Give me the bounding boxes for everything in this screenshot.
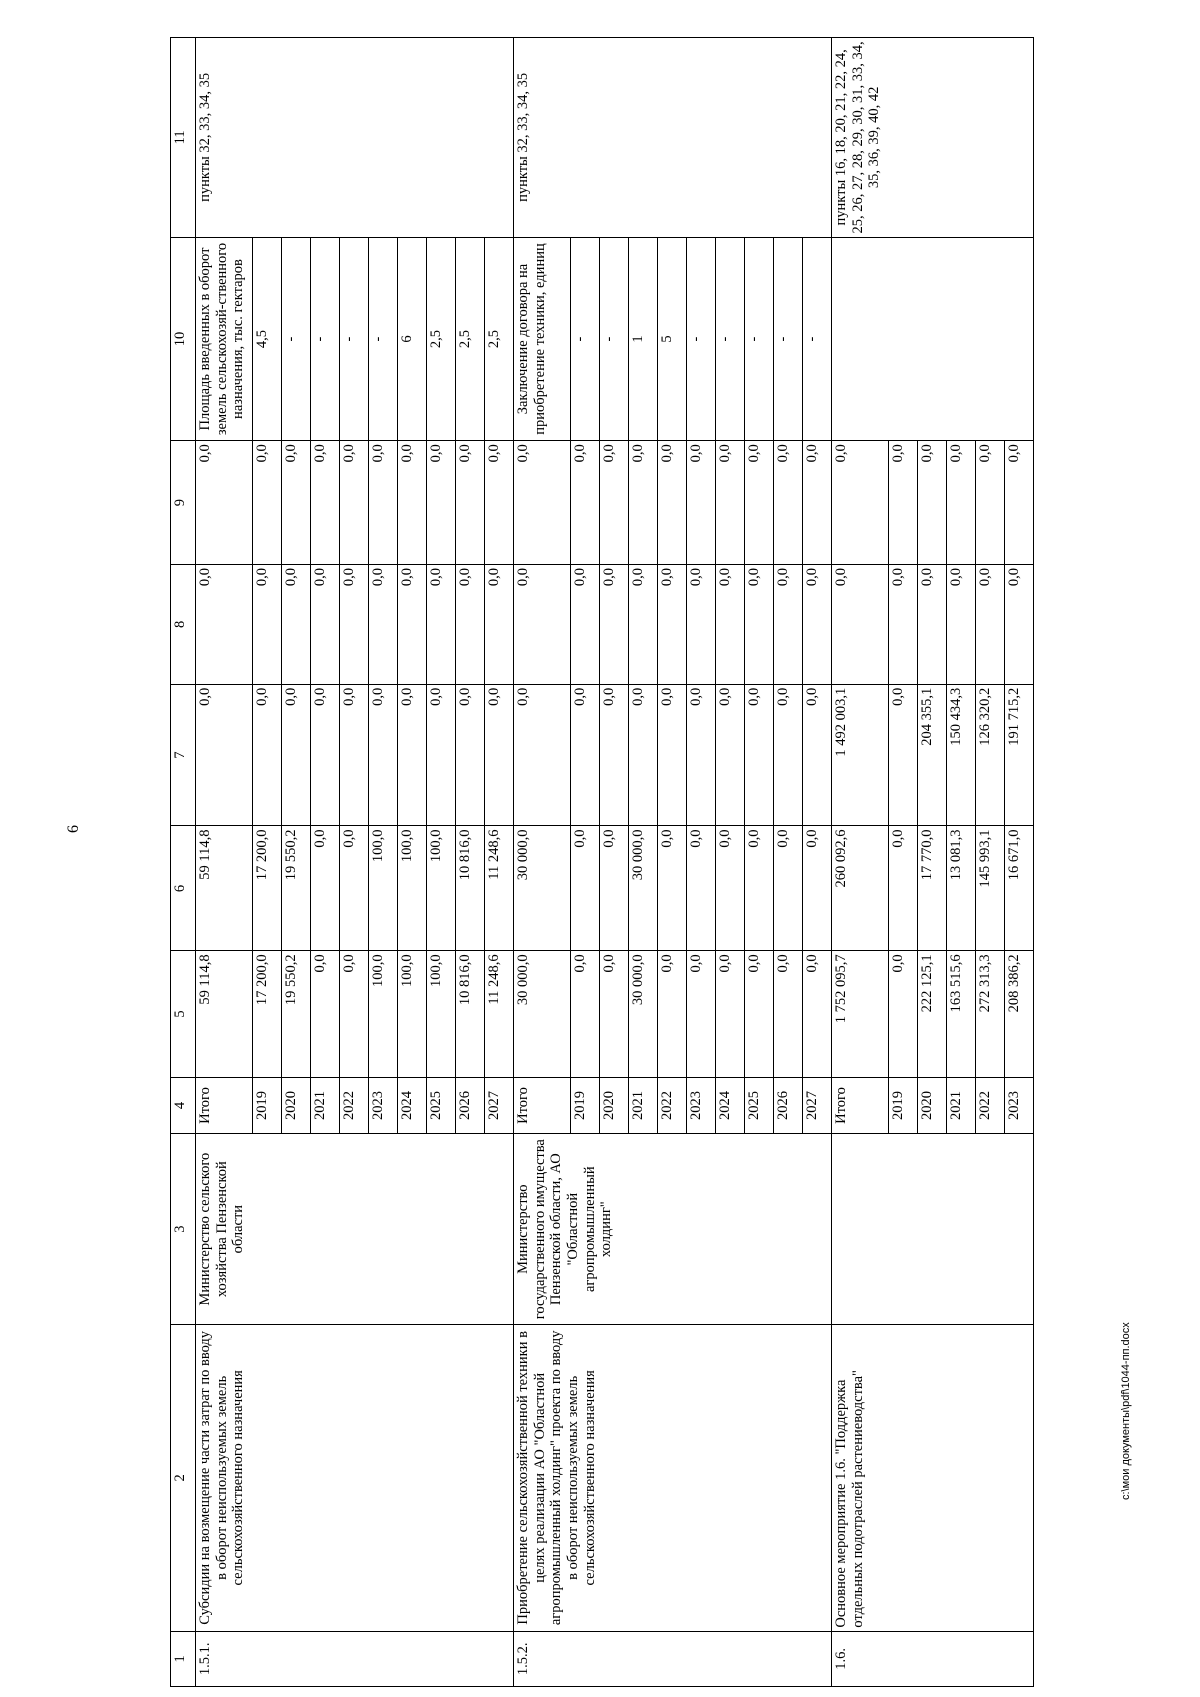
value-cell: 0,0	[716, 951, 745, 1077]
value-cell: 0,0	[803, 951, 832, 1077]
indicator-name	[832, 237, 1034, 441]
value-cell: 0,0	[427, 684, 456, 826]
value-cell: 0,0	[369, 684, 398, 826]
value-cell: 0,0	[282, 564, 311, 684]
value-cell: 0,0	[485, 564, 514, 684]
value-cell: 0,0	[687, 564, 716, 684]
value-cell: 0,0	[629, 441, 658, 565]
year-cell: 2026	[774, 1077, 803, 1134]
value-cell: 0,0	[889, 684, 918, 826]
value-cell: 0,0	[889, 564, 918, 684]
section-number: 1.5.1.	[196, 1631, 514, 1686]
value-cell: 0,0	[629, 564, 658, 684]
value-cell: 30 000,0	[514, 951, 571, 1077]
value-cell: 191 715,2	[1005, 684, 1034, 826]
value-cell: 0,0	[947, 441, 976, 565]
year-cell: 2027	[485, 1077, 514, 1134]
value-cell: 19 550,2	[282, 826, 311, 951]
value-cell: 30 000,0	[629, 951, 658, 1077]
value-cell: 150 434,3	[947, 684, 976, 826]
rotated-landscape-page	[170, 37, 1102, 1687]
value-cell: 0,0	[571, 564, 600, 684]
value-cell: 0,0	[658, 684, 687, 826]
value-cell: 0,0	[889, 441, 918, 565]
executor	[832, 1134, 1034, 1325]
col-header: 9	[171, 441, 196, 565]
col-header: 2	[171, 1325, 196, 1632]
value-cell: 100,0	[369, 951, 398, 1077]
year-cell: 2023	[1005, 1077, 1034, 1134]
indicator-value: 6	[398, 237, 427, 441]
indicator-value: -	[340, 237, 369, 441]
value-cell: 0,0	[340, 564, 369, 684]
year-cell: 2019	[571, 1077, 600, 1134]
indicator-value: -	[803, 237, 832, 441]
value-cell: 0,0	[918, 564, 947, 684]
year-cell: 2022	[976, 1077, 1005, 1134]
section-number: 1.6.	[832, 1631, 1034, 1686]
value-cell: 0,0	[571, 951, 600, 1077]
value-cell: 0,0	[832, 441, 889, 565]
value-cell: 204 355,1	[918, 684, 947, 826]
value-cell: 0,0	[658, 826, 687, 951]
footer-file-path: c:\мои документы\pdf\1044-пп.docx	[1120, 1322, 1132, 1500]
value-cell: 1 492 003,1	[832, 684, 889, 826]
indicator-value: 4,5	[253, 237, 282, 441]
value-cell: 0,0	[745, 441, 774, 565]
value-cell: 0,0	[716, 564, 745, 684]
value-cell: 0,0	[253, 564, 282, 684]
value-cell: 0,0	[456, 441, 485, 565]
value-cell: 13 081,3	[947, 826, 976, 951]
section-total-row	[196, 38, 253, 1687]
value-cell: 17 770,0	[918, 826, 947, 951]
value-cell: 145 993,1	[976, 826, 1005, 951]
header-row	[171, 38, 196, 1687]
total-label: Итого	[832, 1077, 889, 1134]
value-cell: 0,0	[196, 684, 253, 826]
value-cell: 10 816,0	[456, 951, 485, 1077]
value-cell: 0,0	[803, 441, 832, 565]
value-cell: 0,0	[687, 826, 716, 951]
year-cell: 2021	[947, 1077, 976, 1134]
value-cell: 260 092,6	[832, 826, 889, 951]
year-cell: 2020	[918, 1077, 947, 1134]
measure-name: Субсидии на возмещение части затрат по вводу в оборот неиспользуемых земель сельскохозяйственного назначения	[196, 1325, 514, 1632]
col-header: 4	[171, 1077, 196, 1134]
value-cell: 0,0	[658, 441, 687, 565]
value-cell: 0,0	[369, 564, 398, 684]
indicator-name: Площадь введенных в оборот земель сельскохозяй-ственного назначения, тыс. гектаров	[196, 237, 253, 441]
value-cell: 0,0	[485, 684, 514, 826]
year-cell: 2022	[658, 1077, 687, 1134]
value-cell: 0,0	[889, 826, 918, 951]
year-cell: 2025	[745, 1077, 774, 1134]
value-cell: 10 816,0	[456, 826, 485, 951]
value-cell: 163 515,6	[947, 951, 976, 1077]
value-cell: 0,0	[571, 684, 600, 826]
value-cell: 0,0	[311, 684, 340, 826]
value-cell: 0,0	[658, 951, 687, 1077]
col-header: 11	[171, 38, 196, 238]
col-header: 3	[171, 1134, 196, 1325]
value-cell: 0,0	[745, 826, 774, 951]
value-cell: 0,0	[311, 951, 340, 1077]
program-measures-table	[170, 37, 1034, 1687]
value-cell: 0,0	[687, 684, 716, 826]
col-header: 10	[171, 237, 196, 441]
value-cell: 0,0	[832, 564, 889, 684]
value-cell: 0,0	[716, 684, 745, 826]
value-cell: 0,0	[774, 441, 803, 565]
executor: Министерство государственного имущества Пензенской области, АО "Областной агропромышленный холдинг"	[514, 1134, 832, 1325]
value-cell: 0,0	[514, 684, 571, 826]
legal-points: пункты 16, 18, 20, 21, 22, 24, 25, 26, 27, 28, 29, 30, 31, 33, 34, 35, 36, 39, 40, 42	[832, 38, 1034, 238]
value-cell: 0,0	[687, 951, 716, 1077]
value-cell: 0,0	[514, 564, 571, 684]
value-cell: 11 248,6	[485, 826, 514, 951]
value-cell: 59 114,8	[196, 826, 253, 951]
total-label: Итого	[196, 1077, 253, 1134]
value-cell: 0,0	[774, 564, 803, 684]
value-cell: 0,0	[745, 951, 774, 1077]
year-cell: 2023	[687, 1077, 716, 1134]
value-cell: 0,0	[687, 441, 716, 565]
value-cell: 0,0	[340, 826, 369, 951]
value-cell: 0,0	[340, 951, 369, 1077]
measure-name: Приобретение сельскохозяйственной техники в целях реализации АО "Областной агропромышленный холдинг" проекта по вводу в оборот неиспользуемых земель сельскохозяйственного назначения	[514, 1325, 832, 1632]
value-cell: 0,0	[571, 826, 600, 951]
page-number: 6	[65, 825, 82, 833]
total-label: Итого	[514, 1077, 571, 1134]
value-cell: 100,0	[369, 826, 398, 951]
section-total-row	[832, 38, 889, 1687]
year-cell: 2021	[629, 1077, 658, 1134]
indicator-value: -	[716, 237, 745, 441]
value-cell: 208 386,2	[1005, 951, 1034, 1077]
value-cell: 0,0	[282, 441, 311, 565]
col-header: 5	[171, 951, 196, 1077]
value-cell: 0,0	[803, 826, 832, 951]
value-cell: 19 550,2	[282, 951, 311, 1077]
indicator-value: -	[687, 237, 716, 441]
value-cell: 0,0	[745, 684, 774, 826]
value-cell: 0,0	[398, 684, 427, 826]
value-cell: 0,0	[600, 826, 629, 951]
value-cell: 0,0	[427, 564, 456, 684]
value-cell: 0,0	[456, 564, 485, 684]
value-cell: 30 000,0	[629, 826, 658, 951]
executor: Министерство сельского хозяйства Пензенской области	[196, 1134, 514, 1325]
value-cell: 1 752 095,7	[832, 951, 889, 1077]
col-header: 8	[171, 564, 196, 684]
year-cell: 2019	[253, 1077, 282, 1134]
year-cell: 2021	[311, 1077, 340, 1134]
value-cell: 0,0	[427, 441, 456, 565]
legal-points: пункты 32, 33, 34, 35	[196, 38, 514, 238]
value-cell: 0,0	[889, 951, 918, 1077]
measure-name: Основное мероприятие 1.6. "Поддержка отдельных подотраслей растениеводства"	[832, 1325, 1034, 1632]
col-header: 1	[171, 1631, 196, 1686]
year-cell: 2019	[889, 1077, 918, 1134]
value-cell: 0,0	[716, 441, 745, 565]
value-cell: 59 114,8	[196, 951, 253, 1077]
value-cell: 222 125,1	[918, 951, 947, 1077]
value-cell: 0,0	[629, 684, 658, 826]
year-cell: 2020	[282, 1077, 311, 1134]
indicator-value: 1	[629, 237, 658, 441]
value-cell: 100,0	[427, 826, 456, 951]
value-cell: 0,0	[918, 441, 947, 565]
value-cell: 0,0	[196, 441, 253, 565]
value-cell: 0,0	[253, 441, 282, 565]
value-cell: 11 248,6	[485, 951, 514, 1077]
value-cell: 0,0	[311, 564, 340, 684]
value-cell: 0,0	[716, 826, 745, 951]
value-cell: 100,0	[398, 826, 427, 951]
value-cell: 0,0	[774, 826, 803, 951]
col-header: 6	[171, 826, 196, 951]
value-cell: 0,0	[485, 441, 514, 565]
value-cell: 0,0	[976, 564, 1005, 684]
value-cell: 0,0	[514, 441, 571, 565]
year-cell: 2022	[340, 1077, 369, 1134]
indicator-value: -	[369, 237, 398, 441]
value-cell: 16 671,0	[1005, 826, 1034, 951]
value-cell: 0,0	[282, 684, 311, 826]
value-cell: 126 320,2	[976, 684, 1005, 826]
value-cell: 0,0	[311, 826, 340, 951]
value-cell: 0,0	[658, 564, 687, 684]
value-cell: 0,0	[571, 441, 600, 565]
value-cell: 0,0	[369, 441, 398, 565]
value-cell: 272 313,3	[976, 951, 1005, 1077]
indicator-value: -	[282, 237, 311, 441]
indicator-value: -	[600, 237, 629, 441]
year-cell: 2025	[427, 1077, 456, 1134]
year-cell: 2020	[600, 1077, 629, 1134]
value-cell: 0,0	[745, 564, 774, 684]
value-cell: 30 000,0	[514, 826, 571, 951]
value-cell: 0,0	[774, 951, 803, 1077]
section-number: 1.5.2.	[514, 1631, 832, 1686]
value-cell: 0,0	[456, 684, 485, 826]
value-cell: 100,0	[398, 951, 427, 1077]
value-cell: 0,0	[1005, 441, 1034, 565]
col-header: 7	[171, 684, 196, 826]
value-cell: 0,0	[311, 441, 340, 565]
value-cell: 0,0	[253, 684, 282, 826]
value-cell: 0,0	[340, 684, 369, 826]
year-cell: 2024	[716, 1077, 745, 1134]
table-body	[196, 38, 1034, 1687]
indicator-name: Заключение договора на приобретение техники, единиц	[514, 237, 571, 441]
value-cell: 0,0	[600, 564, 629, 684]
section-total-row	[514, 38, 571, 1687]
value-cell: 0,0	[600, 441, 629, 565]
value-cell: 0,0	[774, 684, 803, 826]
value-cell: 0,0	[340, 441, 369, 565]
indicator-value: -	[774, 237, 803, 441]
year-cell: 2027	[803, 1077, 832, 1134]
value-cell: 0,0	[600, 684, 629, 826]
value-cell: 17 200,0	[253, 951, 282, 1077]
value-cell: 0,0	[976, 441, 1005, 565]
value-cell: 0,0	[803, 684, 832, 826]
value-cell: 0,0	[803, 564, 832, 684]
year-cell: 2026	[456, 1077, 485, 1134]
value-cell: 17 200,0	[253, 826, 282, 951]
indicator-value: -	[311, 237, 340, 441]
value-cell: 0,0	[398, 441, 427, 565]
value-cell: 100,0	[427, 951, 456, 1077]
year-cell: 2024	[398, 1077, 427, 1134]
indicator-value: 2,5	[456, 237, 485, 441]
indicator-value: 2,5	[485, 237, 514, 441]
value-cell: 0,0	[600, 951, 629, 1077]
indicator-value: 2,5	[427, 237, 456, 441]
indicator-value: -	[745, 237, 774, 441]
legal-points: пункты 32, 33, 34, 35	[514, 38, 832, 238]
value-cell: 0,0	[947, 564, 976, 684]
indicator-value: -	[571, 237, 600, 441]
year-cell: 2023	[369, 1077, 398, 1134]
value-cell: 0,0	[196, 564, 253, 684]
value-cell: 0,0	[1005, 564, 1034, 684]
indicator-value: 5	[658, 237, 687, 441]
value-cell: 0,0	[398, 564, 427, 684]
